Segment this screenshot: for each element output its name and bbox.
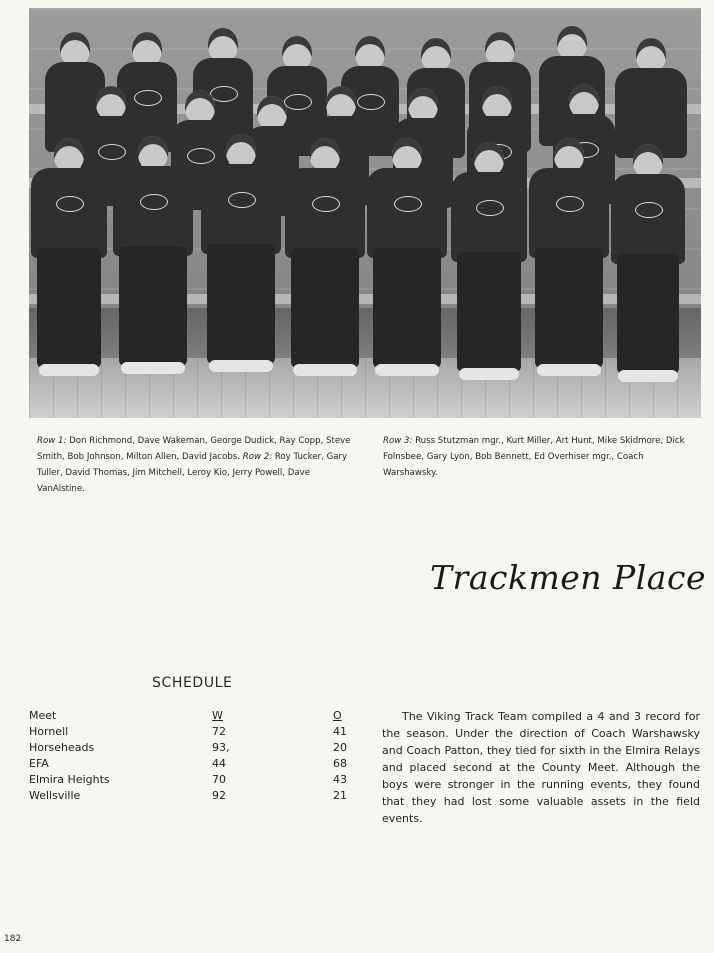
team-score: 93, (212, 741, 230, 754)
opponent-score: 20 (333, 741, 347, 754)
row-names: Russ Stutzman mgr., Kurt Miller, Art Hunt, Mike Skidmore, Dick Folnsbee, Gary Lyon, Bob Bennett, Ed Overhiser mgr., Coach Warshawsky. (383, 436, 685, 478)
row-label: Row 3: (383, 436, 413, 446)
team-story: The Viking Track Team compiled a 4 and 3 record for the season. Under the direction of Coach Warshawsky and Coach Patton, they tied for sixth in the Elmira Relays and placed second at the County Meet. Although the boys were stronger in the running events, they found that they had lost some valuable assets in the field events. (382, 710, 700, 825)
section-title: Trackmen Place (430, 558, 706, 597)
meet-name: Elmira Heights (29, 773, 110, 786)
team-photo (29, 8, 701, 418)
table-row (29, 788, 359, 804)
photo-caption-left (37, 433, 352, 497)
row-names: Don Richmond, Dave Wakeman, George Dudick, Ray Copp, Steve Smith, Bob Johnson, Milton Allen, David Jacobs. (37, 436, 351, 462)
row-label: Row 1: (37, 436, 67, 446)
meet-name: Horseheads (29, 741, 95, 754)
team-score: 92 (212, 789, 226, 802)
schedule-heading: SCHEDULE (152, 675, 233, 691)
meet-name: EFA (29, 757, 49, 770)
wins-header: W (212, 709, 223, 722)
page-number: 182 (4, 934, 22, 944)
team-score: 44 (212, 757, 226, 770)
opponent-score: 21 (333, 789, 347, 802)
team-score: 70 (212, 773, 226, 786)
meet-header: Meet (29, 709, 57, 722)
table-row (29, 724, 359, 740)
row-names: Roy Tucker, Gary Tuller, David Thomas, Jim Mitchell, Leroy Kio, Jerry Powell, Dave VanAlstine. (37, 452, 348, 494)
schedule-header-row (29, 708, 359, 724)
row-label: Row 2: (242, 452, 273, 462)
table-row (29, 740, 359, 756)
opponent-header: O (333, 709, 342, 722)
team-score: 72 (212, 725, 226, 738)
photo-caption-right (383, 433, 701, 481)
opponent-score: 68 (333, 757, 347, 770)
meet-name: Hornell (29, 725, 69, 738)
opponent-score: 41 (333, 725, 347, 738)
opponent-score: 43 (333, 773, 347, 786)
schedule-table (29, 708, 359, 804)
table-row (29, 772, 359, 788)
table-row (29, 756, 359, 772)
meet-name: Wellsville (29, 789, 81, 802)
